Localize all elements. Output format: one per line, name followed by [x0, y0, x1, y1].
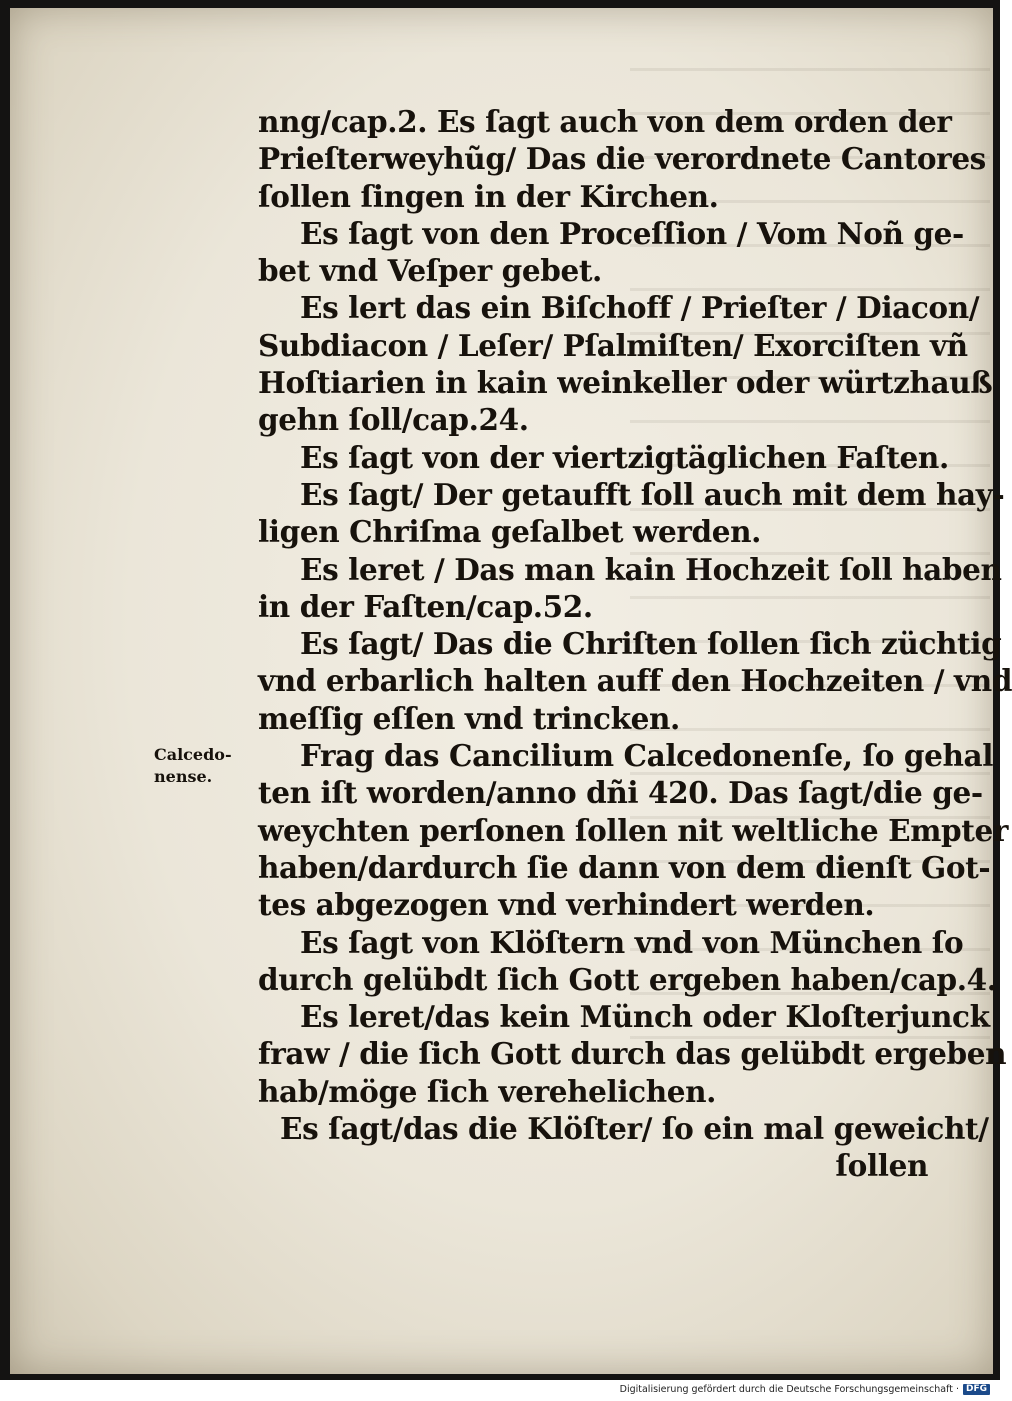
text-line: Es ſagt von der viertzigtäglichen Faſten.: [300, 439, 949, 475]
book-page: [10, 8, 1012, 1374]
text-line: bet vnd Veſper gebet.: [258, 253, 602, 289]
text-line: ligen Chriſma geſalbet werden.: [258, 514, 762, 550]
text-line: Es ſagt von den Proceſſion / Vom Noñ ge-: [300, 215, 964, 251]
text-line: meſſig eſſen vnd trincken.: [258, 700, 680, 736]
text-line: Es leret / Das man kain Hochzeit ſoll haben: [300, 551, 1002, 587]
funding-credit-text: Digitalisierung gefördert durch die Deutsche Forschungsgemeinschaft ·: [619, 1384, 959, 1395]
text-line: Es ſagt/ Das die Chriſten ſollen ſich züchtig: [300, 626, 1002, 662]
catchword: ſollen: [835, 1148, 928, 1184]
footer-credit: [620, 1384, 990, 1395]
text-line: Prieſterweyhũg/ Das die verordnete Cantores: [258, 141, 986, 177]
text-line: ſollen ſingen in der Kirchen.: [258, 178, 719, 214]
text-line: Subdiacon / Leſer/ Pſalmiſten/ Exorciſten vñ: [258, 327, 968, 363]
text-line: nng/cap.2. Es ſagt auch von dem orden der: [258, 104, 952, 139]
text-line: durch gelübdt ſich Gott ergeben haben/cap.4.: [258, 961, 997, 997]
text-line: weychten perſonen ſollen nit weltliche Empter: [258, 812, 1009, 848]
text-line: Es ſagt von Klöſtern vnd von München ſo: [300, 924, 964, 960]
text-line: Es leret/das kein Münch oder Kloſterjunck: [300, 999, 990, 1035]
text-line: Frag das Cancilium Calcedonenſe, ſo gehal: [300, 738, 994, 774]
text-line: vnd erbarlich halten auff den Hochzeiten / vnd: [258, 663, 1012, 699]
text-line: gehn ſoll/cap.24.: [258, 402, 529, 438]
margin-note-line: Calcedo-: [154, 745, 232, 764]
margin-note-line: nense.: [154, 767, 213, 786]
text-line: fraw / die ſich Gott durch das gelübdt ergeben: [258, 1036, 1007, 1072]
margin-note: [154, 744, 232, 788]
text-line: ten iſt worden/anno dñi 420. Das ſagt/die ge-: [258, 775, 983, 811]
text-line: tes abgezogen vnd verhindert werden.: [258, 887, 875, 923]
body-text: [258, 103, 1012, 1185]
text-line: Es lert das ein Biſchoff / Prieſter / Diacon/: [300, 290, 980, 326]
text-line: haben/dardurch ſie dann von dem dienſt Got-: [258, 849, 991, 885]
text-line: Es ſagt/das die Klöſter/ ſo ein mal geweicht/: [280, 1111, 989, 1147]
text-line: hab/möge ſich verehelichen.: [258, 1073, 717, 1109]
dfg-logo: DFG: [963, 1384, 990, 1395]
text-line: Es ſagt/ Der getaufft ſoll auch mit dem hay-: [300, 476, 1005, 512]
text-line: in der Faſten/cap.52.: [258, 588, 593, 624]
text-line: Hoſtiarien in kain weinkeller oder würtzhauß: [258, 365, 993, 401]
